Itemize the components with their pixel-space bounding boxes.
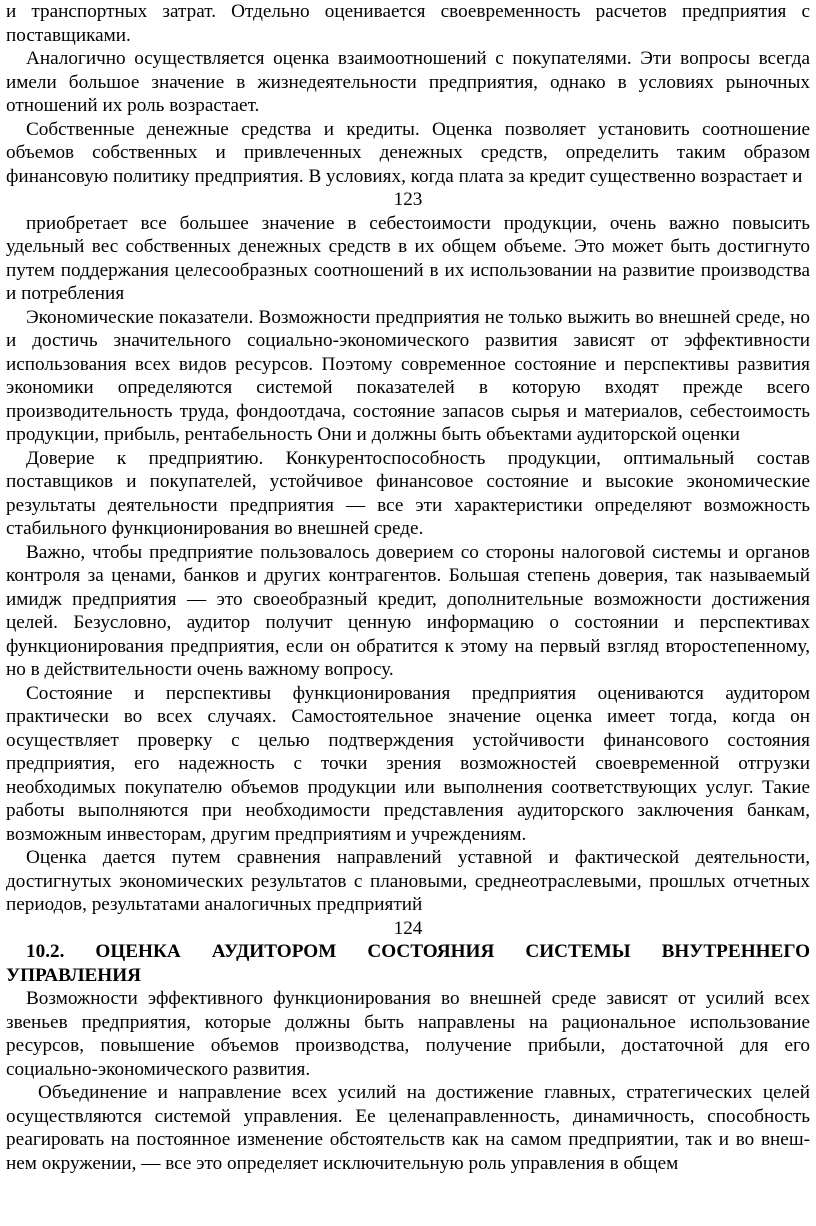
paragraph-assessment-comparison: Оценка дается путем сравнения направлений уставной и фактической деятельности, достигнутых экономических результатов с плановыми, среднеотраслевыми, прошлых отчетных периодов, результатами аналогичных предприятий xyxy=(6,847,810,915)
paragraph-economic-indicators: Экономические показатели. Возможности предприятия не только выжить во внешней среде, но и достичь значительного социально-экономического развития зависят от эффективности использования всех видов ресурсов. Поэтому современное состояние и перспективы развития экономики определяются системой показателей в которую входят прежде всего производительность труда, фондоотдача, состояние запасов сырья и материалов, себестоимость продукции, прибыль, рентабельность Они и должны быть объектами аудиторской оценки xyxy=(6,306,810,445)
paragraph-trust: Доверие к предприятию. Конкурентоспособность продукции, оптимальный состав поставщиков и покупателей, устойчивое финансовое состояние и высокие экономические результаты деятельности предприятия — все эти характеристики определяют возможность стабильного функционирования во внешней среде. xyxy=(6,447,810,539)
paragraph-state-prospects: Состояние и перспективы функционирования предприятия оцениваются аудитором практически во всех случаях. Самостоятельное значение оценка имеет тогда, когда он осуществляет проверку с целью подтверждения устойчивости финансового состояния предприятия, его надежность с точки зрения возможностей своевременной отгрузки необходимых покупателю объемов продукции или выполнения соответствующих услуг. Такие работы выполняются при необходимости представления аудиторского заключения банкам, возможным инвесторам, другим предприятиям и учреждениям. xyxy=(6,682,810,845)
paragraph-supplier-settlements: и транспортных затрат. Отдельно оценивается своевременность расчетов предприятия с поставщиками. xyxy=(6,1,810,46)
paragraph-own-funds-credits: Собственные денежные средства и кредиты. Оценка позволяет установить соотношение объемов собственных и привлеченных денежных средств, определить таким образом финансовую политику предприятия. В условиях, когда плата за кредит существенно возрастает и xyxy=(6,118,810,187)
paragraph-image: Важно, чтобы предприятие пользовалось доверием со стороны налоговой системы и органов контроля за ценами, банков и других контрагентов. Большая степень доверия, так называемый имидж предприятия — это своеобразный кредит, дополнительные возможности достижения целей. Безусловно, аудитор получит ценную информацию о состоянии и перспективах функционирования предприятия, если он обратится к этому на первый взгляд второстепенному, но в действительности очень важному вопросу. xyxy=(6,541,810,680)
section-heading: 10.2. ОЦЕНКА АУДИТОРОМ СОСТОЯНИЯ СИСТЕМЫ ВНУТРЕННЕГО УПРАВЛЕНИЯ xyxy=(6,941,810,986)
paragraph-customer-relations: Аналогично осуществляется оценка взаимоотношений с покупателями. Эти вопросы всегда имели большое значение в жизнедеятельности предприятия, однако в условиях рыночных отношений их роль возрастает. xyxy=(6,48,810,116)
paragraph-cost-share: приобретает все большее значение в себестоимости продукции, очень важно повысить удельный вес собственных денежных средств в их общем объеме. Это может быть достигнуто путем поддержания целесообразных соотношений в их использовании на развитие производства и потребления xyxy=(6,212,810,304)
paragraph-effective-functioning: Возможности эффективного функционирования во внешней среде зависят от усилий всех звеньев предприятия, которые должны быть направлены на рациональное использование ресурсов, повышение объемов производства, получение прибыли, достаточной для его социально-экономического развития. xyxy=(6,988,810,1080)
page-number: 124 xyxy=(393,917,423,939)
page-number: 123 xyxy=(393,189,423,210)
paragraph-management-system: Объединение и направление всех усилий на достижение главных, стратегических целей осуществляются системой управления. Ее целенаправленность, динамичность, способность реагировать на постоянное изменение обстоятельств как на самом предприятии, так и во внешнем окружении, — все это определяет исключительную роль управления в общем xyxy=(6,1082,810,1174)
